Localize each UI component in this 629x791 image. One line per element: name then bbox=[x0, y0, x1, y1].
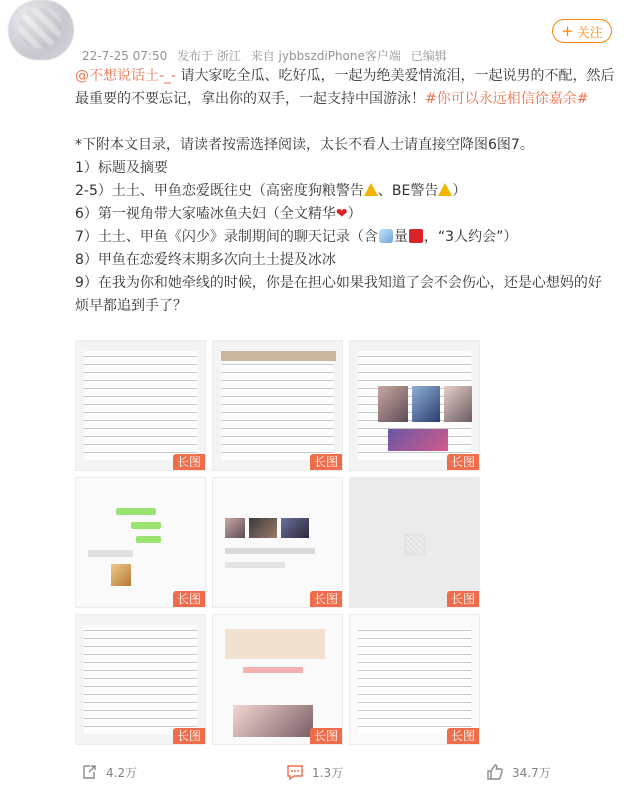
long-image-badge: 长图 bbox=[173, 454, 205, 470]
follow-label: 关注 bbox=[576, 25, 603, 41]
long-image-badge: 长图 bbox=[173, 591, 205, 607]
image-thumbnail[interactable] bbox=[349, 477, 480, 608]
image-thumbnail[interactable] bbox=[212, 614, 343, 745]
repost-icon bbox=[80, 763, 98, 781]
action-bar bbox=[0, 755, 629, 791]
toc-item-1: 1）标题及摘要 bbox=[75, 160, 168, 176]
toc-item-4-text-b: 量 bbox=[393, 229, 408, 245]
comment-count: 1.3万 bbox=[312, 765, 344, 780]
user-mention-link[interactable]: @不想说话土-_- bbox=[75, 68, 177, 84]
topic-link[interactable]: #你可以永远相信徐嘉余# bbox=[425, 91, 589, 107]
repost-button[interactable] bbox=[80, 763, 137, 781]
post-location: 发布于 浙江 bbox=[177, 49, 241, 63]
post-text: 请大家吃全瓜、吃好瓜，一起为绝美爱情流泪，一起说男的不配，然后最重要的不要忘记，拿出你的双手，一起支持中国游泳！ bbox=[75, 68, 615, 107]
red-square-icon bbox=[409, 229, 423, 243]
like-count: 34.7万 bbox=[512, 765, 551, 780]
comment-button[interactable] bbox=[286, 763, 343, 781]
edited-label[interactable]: 已编辑 bbox=[410, 49, 447, 63]
long-image-badge: 长图 bbox=[173, 728, 205, 744]
long-image-badge: 长图 bbox=[447, 728, 479, 744]
toc-item-3 bbox=[75, 203, 615, 226]
like-button[interactable] bbox=[486, 763, 551, 781]
toc-item-2-text-c: ） bbox=[452, 183, 467, 199]
image-thumbnail[interactable] bbox=[349, 340, 480, 471]
image-thumbnail[interactable] bbox=[349, 614, 480, 745]
image-thumbnail[interactable] bbox=[212, 340, 343, 471]
post-date[interactable]: 22-7-25 07:50 bbox=[82, 49, 168, 63]
post-meta bbox=[82, 47, 453, 64]
toc-item-2-text-b: 、BE警告 bbox=[377, 183, 439, 199]
follow-button[interactable] bbox=[552, 19, 612, 43]
warning-icon bbox=[438, 183, 452, 196]
long-image-badge: 长图 bbox=[310, 728, 342, 744]
toc-item-5: 8）甲鱼在恋爱终末期多次向土土提及冰冰 bbox=[75, 252, 336, 268]
long-image-badge: 长图 bbox=[447, 454, 479, 470]
toc-item-4-text-c: ，“3人约会”） bbox=[423, 229, 518, 245]
post-body bbox=[75, 65, 615, 318]
long-image-badge: 长图 bbox=[310, 454, 342, 470]
post-source: 来自 jybbszdiPhone客户端 bbox=[250, 49, 401, 63]
thumbs-up-icon bbox=[486, 763, 504, 781]
toc-item-2-text-a: 2-5）土土、甲鱼恋爱既往史（高密度狗粮警告 bbox=[75, 183, 364, 199]
image-placeholder-icon: ▧ bbox=[401, 526, 428, 559]
comment-icon bbox=[286, 763, 304, 781]
toc-item-3-text-a: 6）第一视角带大家嗑冰鱼夫妇（全文精华 bbox=[75, 206, 336, 222]
toc-item-2 bbox=[75, 180, 615, 203]
toc-item-6: 9）在我为你和她牵线的时候，你是在担心如果我知道了会不会伤心，还是心想妈的好烦早都追到手了？ bbox=[75, 275, 602, 314]
repost-count: 4.2万 bbox=[106, 765, 138, 780]
image-thumbnail[interactable] bbox=[75, 614, 206, 745]
heart-icon: ❤ bbox=[335, 206, 348, 222]
long-image-badge: 长图 bbox=[310, 591, 342, 607]
plus-icon: + bbox=[561, 21, 574, 40]
toc-item-4 bbox=[75, 226, 615, 249]
toc-intro: *下附本文目录，请读者按需选择阅读，太长不看人士请直接空降图6图7。 bbox=[75, 137, 534, 153]
ice-cube-icon bbox=[379, 229, 393, 243]
image-thumbnail[interactable] bbox=[212, 477, 343, 608]
toc-item-4-text-a: 7）土土、甲鱼《闪少》录制期间的聊天记录（含 bbox=[75, 229, 378, 245]
image-grid bbox=[75, 340, 480, 745]
toc-item-3-text-b: ） bbox=[347, 206, 362, 222]
long-image-badge: 长图 bbox=[447, 591, 479, 607]
warning-icon bbox=[364, 183, 378, 196]
image-thumbnail[interactable] bbox=[75, 477, 206, 608]
image-thumbnail[interactable] bbox=[75, 340, 206, 471]
post-header bbox=[0, 0, 629, 70]
avatar[interactable] bbox=[8, 0, 74, 60]
